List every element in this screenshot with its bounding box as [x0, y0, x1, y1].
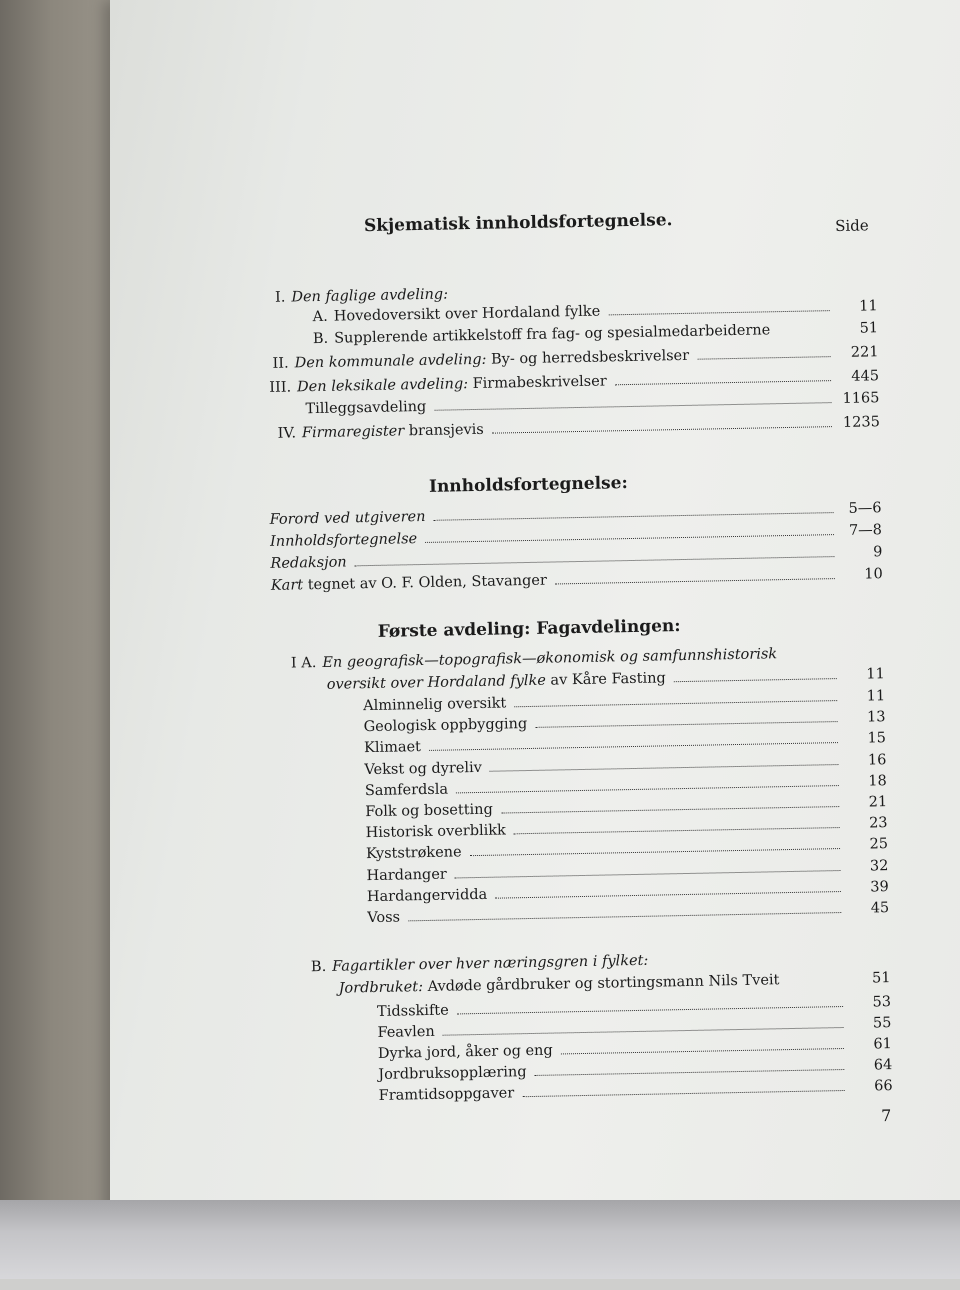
- dot-leader: [697, 345, 831, 360]
- topic-label: Vekst og dyreliv: [364, 759, 483, 778]
- toc-row-label: [302, 422, 484, 441]
- contents-row-page: 5—6: [848, 500, 882, 517]
- ia-line2-text: av Kåre Fasting: [545, 670, 666, 689]
- contents-row-label-italic: Redaksjon: [270, 554, 347, 572]
- topic-page: 66: [874, 1078, 893, 1095]
- side-label: Side: [834, 216, 869, 236]
- contents-row-label: [269, 509, 425, 528]
- topic-label: Framtidsoppgaver: [378, 1085, 515, 1104]
- topic-page: 13: [866, 709, 886, 726]
- contents-row-label: [270, 531, 417, 550]
- jord-label-text: Avdøde gårdbruker og stortingsmann Nils Tveit: [422, 972, 780, 996]
- toc-row-label: [291, 286, 448, 305]
- topic-label: Dyrka jord, åker og eng: [377, 1042, 553, 1062]
- topic-label: Hardangervidda: [366, 886, 488, 905]
- topic-page: 15: [867, 730, 887, 747]
- toc-row-page: 1235: [842, 414, 881, 431]
- toc-row-num: II.: [272, 355, 289, 372]
- contents-row-label-italic: Kart: [270, 577, 304, 594]
- schematic-title: Skjematisk innholdsfortegnelse.: [363, 210, 673, 237]
- toc-row-num: IV.: [277, 425, 297, 442]
- contents-row-page: 9: [872, 544, 883, 561]
- topic-page: 23: [868, 815, 888, 832]
- topic-label: Folk og bosetting: [365, 801, 494, 821]
- topic-page: 61: [873, 1036, 892, 1053]
- jord-label-italic: Jordbruket:: [338, 979, 424, 997]
- topic-page: 39: [870, 878, 889, 896]
- toc-row-label: [294, 348, 689, 372]
- contents-row-page: 7—8: [848, 522, 883, 539]
- topic-label: Tidsskifte: [376, 1002, 449, 1020]
- ia-page: 11: [866, 666, 885, 683]
- topic-page: 32: [869, 857, 889, 875]
- toc-row-label-italic: Den faglige avdeling:: [291, 286, 449, 306]
- topic-label: Klimaet: [363, 739, 422, 757]
- page-number: 7: [881, 1106, 892, 1126]
- topic-label: Voss: [367, 909, 401, 927]
- toc-row-page: 221: [850, 344, 879, 361]
- dot-leader: [674, 667, 837, 682]
- toc-row-label: Hovedoversikt over Hordaland fylke: [333, 303, 601, 325]
- dot-leader: [555, 567, 835, 584]
- toc-row-num: III.: [269, 379, 292, 396]
- contents-row-label-text: tegnet av O. F. Olden, Stavanger: [302, 572, 547, 594]
- ia-line2-italic: oversikt over Hordaland fylke: [326, 672, 547, 693]
- toc-row-label-text: By- og herredsbeskrivelser: [486, 347, 690, 368]
- contents-row-label-italic: Forord ved utgiveren: [269, 508, 426, 528]
- jord-page: 51: [871, 970, 891, 987]
- topic-label: Feavlen: [377, 1023, 435, 1041]
- toc-row-label: [297, 373, 607, 395]
- topic-label: Kyststrøkene: [365, 844, 462, 863]
- ia-line1: [322, 646, 777, 671]
- topic-page: 16: [867, 751, 887, 769]
- b-num: B.: [310, 958, 327, 976]
- toc-row-page: 11: [859, 298, 878, 315]
- topic-label: Alminnelig oversikt: [363, 695, 507, 715]
- topic-page: 55: [872, 1015, 892, 1032]
- topic-label: Jordbruksopplæring: [378, 1064, 527, 1083]
- ia-num: I A.: [290, 655, 317, 672]
- toc-row-label: Tilleggsavdeling: [305, 398, 427, 418]
- topic-label: Hardanger: [366, 866, 447, 884]
- toc-row-label-italic: Firmaregister: [301, 423, 405, 442]
- contents-row-page: 10: [864, 566, 883, 583]
- toc-row-label-italic: Den leksikale avdeling:: [296, 376, 469, 396]
- contents-row-label-italic: Innholdsfortegnelse: [269, 531, 418, 550]
- topic-page: 21: [868, 794, 888, 811]
- topic-page: 64: [873, 1057, 893, 1074]
- b-title-italic: Fagartikler over hver næringsgren i fylket:: [332, 952, 649, 975]
- toc-row-num: B.: [312, 330, 329, 348]
- contents-row-label: [271, 573, 547, 594]
- topic-page: 25: [869, 836, 889, 853]
- topic-label: Geologisk oppbygging: [363, 716, 528, 736]
- toc-row-page: 445: [851, 368, 880, 385]
- topic-label: Historisk overblikk: [365, 822, 507, 842]
- dot-leader: [492, 415, 832, 434]
- topic-page: 11: [866, 688, 886, 705]
- topic-page: 18: [868, 772, 887, 790]
- toc-row-label-text: bransjevis: [404, 421, 484, 440]
- ia-line1-italic: En geografisk—topografisk—økonomisk og samfunnshistorisk: [322, 646, 778, 671]
- toc-row-label-italic: Den kommunale avdeling:: [294, 351, 487, 372]
- dot-leader: [615, 369, 832, 385]
- topic-page: 45: [870, 900, 890, 917]
- dot-leader: [433, 501, 833, 521]
- b-title: [332, 953, 648, 975]
- toc-row-num: A.: [312, 308, 328, 326]
- contents-row-label: [270, 554, 347, 571]
- toc-row-page: 1165: [842, 390, 880, 407]
- toc-row-num: I.: [274, 289, 286, 306]
- topic-label: Samferdsla: [364, 781, 449, 799]
- toc-row-label-text: Firmabeskrivelser: [467, 373, 607, 393]
- topic-page: 53: [872, 994, 892, 1011]
- first-section-title: Første avdeling: Fagavdelingen:: [377, 616, 681, 642]
- dot-leader: [457, 995, 843, 1014]
- toc-row-label: Supplerende artikkelstoff fra fag- og spesialmedarbeiderne: [334, 322, 771, 347]
- toc-row-page: 51: [859, 320, 879, 337]
- contents-title: Innholdsfortegnelse:: [428, 473, 628, 497]
